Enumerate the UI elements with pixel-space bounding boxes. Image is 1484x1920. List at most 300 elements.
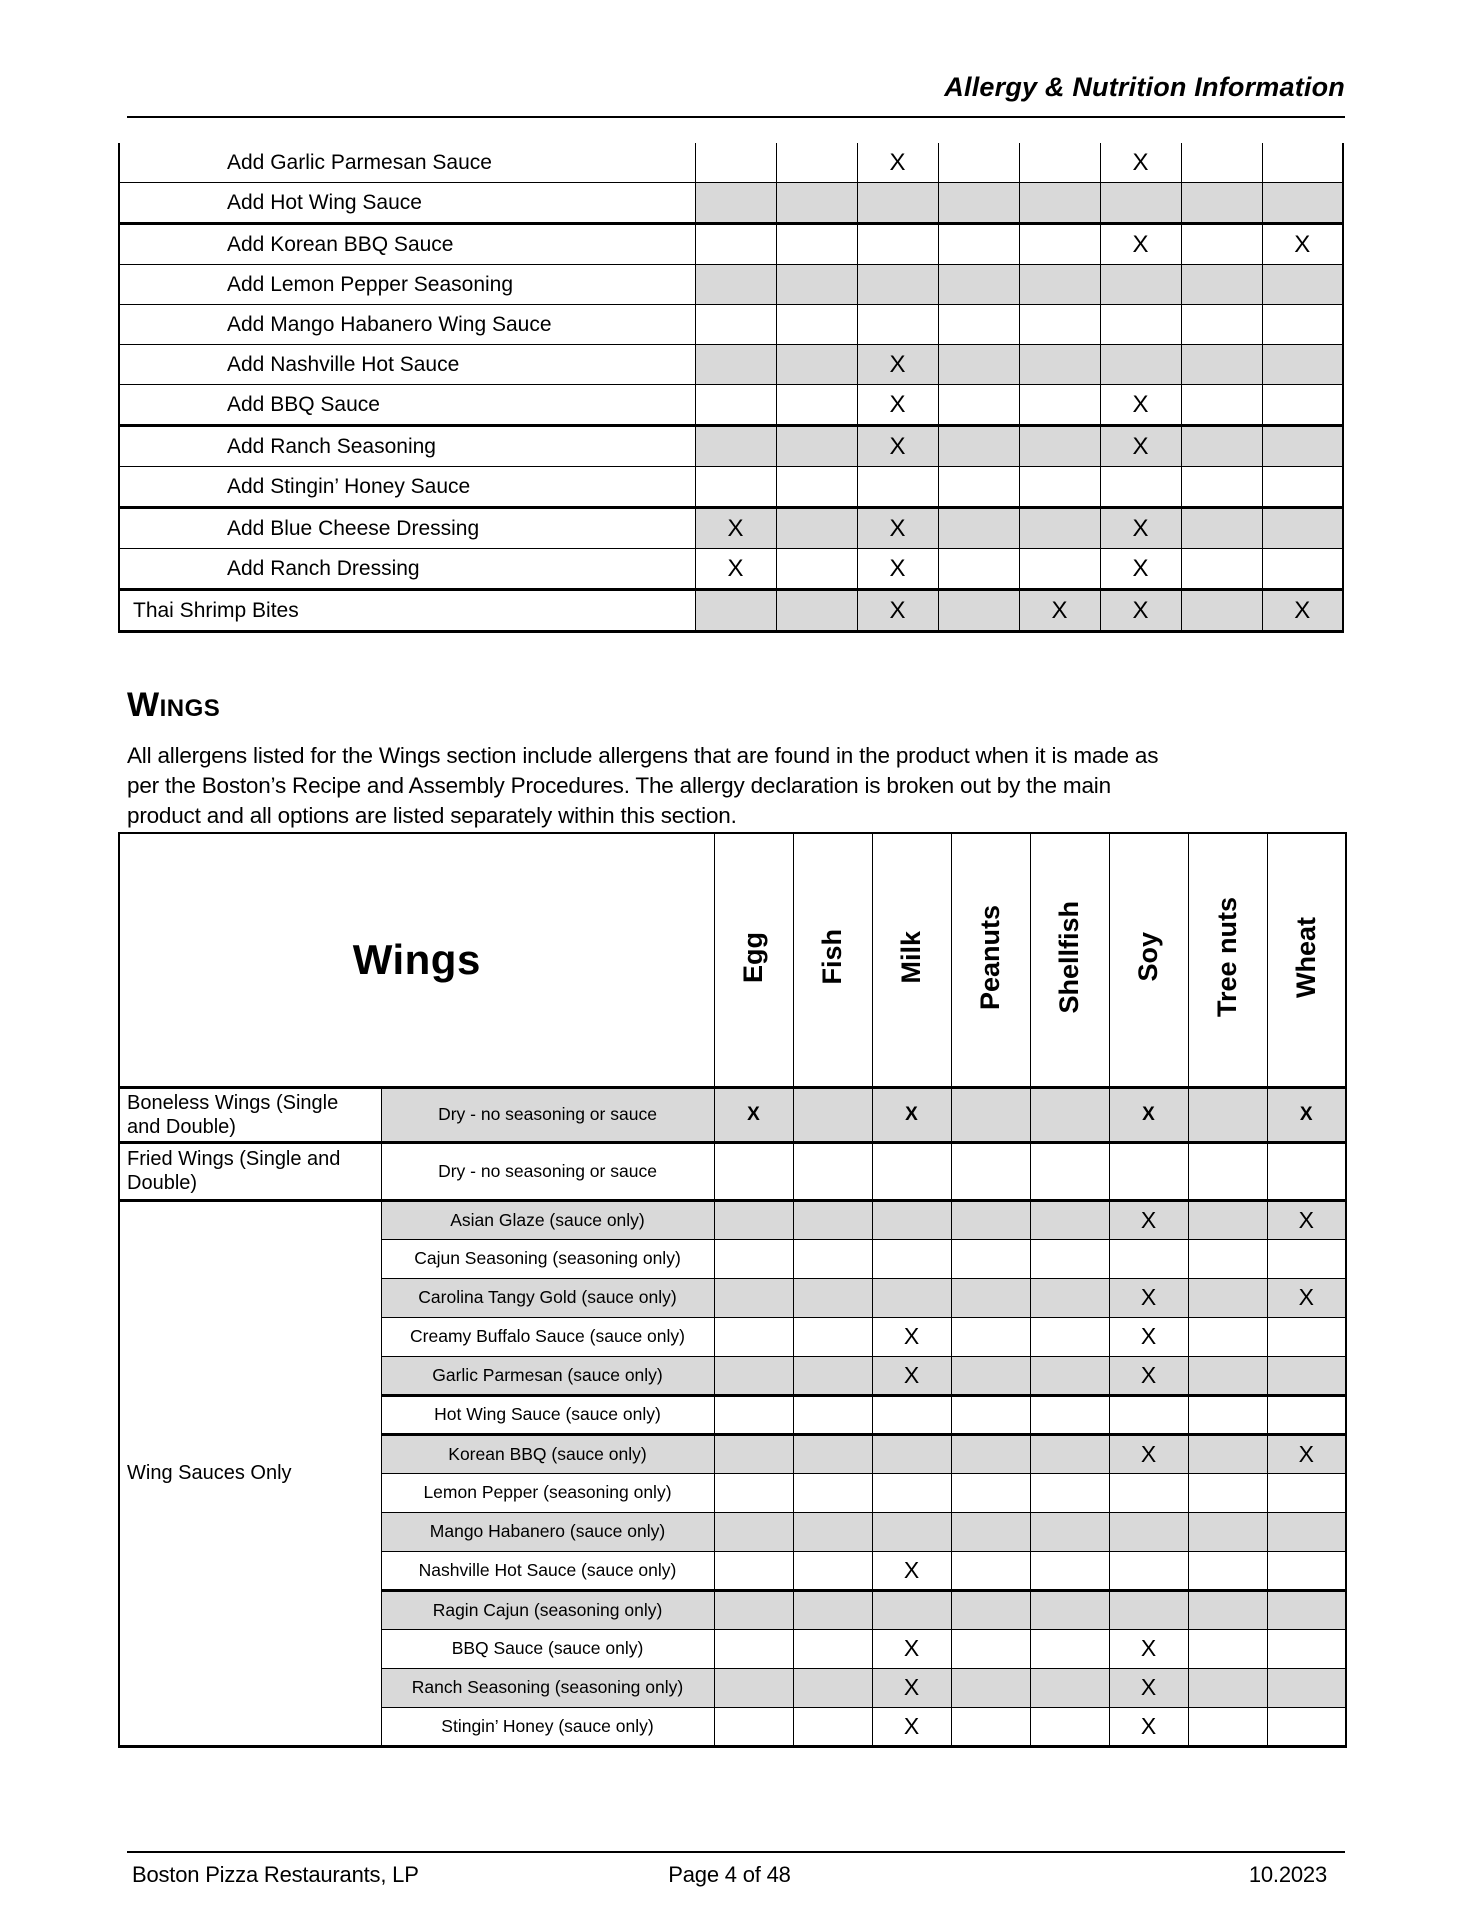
allergen-mark-cell [1109, 1473, 1188, 1512]
item-label-cell: Dry - no seasoning or sauce [381, 1142, 714, 1200]
allergen-mark-cell: X [1262, 590, 1343, 632]
allergen-mark-cell: X [1262, 224, 1343, 265]
allergen-mark-cell [1100, 467, 1181, 508]
allergen-mark-cell [951, 1434, 1030, 1473]
allergen-mark-cell: X [872, 1707, 951, 1746]
allergen-mark-cell [1262, 183, 1343, 224]
allergen-mark-cell [1267, 1356, 1346, 1395]
allergen-mark-cell: X [1267, 1278, 1346, 1317]
allergen-mark-cell [951, 1551, 1030, 1590]
allergen-mark-cell [695, 385, 776, 426]
allergen-mark-cell [793, 1142, 872, 1200]
allergen-mark-cell [776, 426, 857, 467]
allergen-mark-cell [695, 305, 776, 345]
allergen-mark-cell [1109, 1512, 1188, 1551]
allergen-mark-cell: X [872, 1668, 951, 1707]
allergen-mark-cell [1181, 265, 1262, 305]
allergen-mark-cell: X [857, 508, 938, 549]
allergen-mark-cell [1100, 183, 1181, 224]
allergen-mark-cell [1267, 1668, 1346, 1707]
allergen-mark-cell [776, 305, 857, 345]
allergen-mark-cell [793, 1707, 872, 1746]
allergen-mark-cell [793, 1512, 872, 1551]
allergen-mark-cell [793, 1356, 872, 1395]
table-row [119, 549, 1343, 590]
item-label-cell: Stingin’ Honey (sauce only) [381, 1707, 714, 1746]
allergen-mark-cell: X [1109, 1317, 1188, 1356]
allergen-mark-cell [1030, 1668, 1109, 1707]
allergen-mark-cell [695, 143, 776, 183]
allergen-mark-cell [1109, 1551, 1188, 1590]
allergen-mark-cell [793, 1239, 872, 1278]
rotated-column-label: Egg [738, 931, 768, 983]
allergen-mark-cell [1267, 1512, 1346, 1551]
allergen-mark-cell [714, 1356, 793, 1395]
allergen-mark-cell: X [1267, 1434, 1346, 1473]
allergen-mark-cell [793, 1668, 872, 1707]
allergen-mark-cell [951, 1473, 1030, 1512]
page-header-title: Allergy & Nutrition Information [944, 72, 1345, 102]
allergen-mark-cell [951, 1200, 1030, 1239]
allergen-mark-cell [1030, 1434, 1109, 1473]
allergen-mark-cell [951, 1239, 1030, 1278]
allergen-mark-cell: X [1109, 1087, 1188, 1142]
allergen-mark-cell [695, 467, 776, 508]
item-label-cell: Ranch Seasoning (seasoning only) [381, 1668, 714, 1707]
allergen-mark-cell [1100, 345, 1181, 385]
column-header-tree-nuts [1188, 833, 1267, 1087]
allergen-mark-cell [938, 143, 1019, 183]
allergen-mark-cell: X [1109, 1434, 1188, 1473]
item-label-cell: Creamy Buffalo Sauce (sauce only) [381, 1317, 714, 1356]
allergen-mark-cell: X [714, 1087, 793, 1142]
rotated-column-label: Peanuts [975, 904, 1005, 1010]
allergen-mark-cell [714, 1512, 793, 1551]
item-label-cell: Add Ranch Dressing [119, 549, 695, 590]
allergen-mark-cell: X [872, 1551, 951, 1590]
allergen-mark-cell: X [1109, 1707, 1188, 1746]
table-row [119, 265, 1343, 305]
allergen-mark-cell [938, 467, 1019, 508]
allergen-mark-cell [1019, 467, 1100, 508]
item-label-cell: Add Korean BBQ Sauce [119, 224, 695, 265]
allergen-mark-cell [1030, 1473, 1109, 1512]
allergen-mark-cell [1181, 183, 1262, 224]
allergen-mark-cell [1267, 1590, 1346, 1629]
item-label-cell: Add BBQ Sauce [119, 385, 695, 426]
allergen-mark-cell [1030, 1239, 1109, 1278]
allergen-mark-cell [776, 183, 857, 224]
allergen-mark-cell [1019, 143, 1100, 183]
item-label-cell: Add Stingin’ Honey Sauce [119, 467, 695, 508]
allergen-mark-cell [938, 345, 1019, 385]
allergen-mark-cell: X [695, 508, 776, 549]
allergen-mark-cell [1030, 1278, 1109, 1317]
allergen-mark-cell [857, 183, 938, 224]
allergen-mark-cell [695, 183, 776, 224]
allergen-mark-cell [1262, 467, 1343, 508]
rotated-column-label: Tree nuts [1212, 897, 1242, 1018]
allergen-mark-cell [951, 1278, 1030, 1317]
allergen-mark-cell [793, 1087, 872, 1142]
allergen-mark-cell [1262, 549, 1343, 590]
allergen-mark-cell [1262, 345, 1343, 385]
item-label-cell: Lemon Pepper (seasoning only) [381, 1473, 714, 1512]
allergen-mark-cell [1188, 1668, 1267, 1707]
intro-line: per the Boston’s Recipe and Assembly Procedures. The allergy declaration is broken out by the main [127, 773, 1111, 798]
item-label-cell: Ragin Cajun (seasoning only) [381, 1590, 714, 1629]
allergen-mark-cell [793, 1200, 872, 1239]
table-row [119, 426, 1343, 467]
allergen-mark-cell: X [1109, 1356, 1188, 1395]
allergen-mark-cell: X [857, 426, 938, 467]
allergen-mark-cell [1188, 1551, 1267, 1590]
allergen-mark-cell [1188, 1512, 1267, 1551]
allergen-mark-cell [1181, 224, 1262, 265]
allergen-mark-cell [1019, 265, 1100, 305]
allergen-mark-cell [1267, 1707, 1346, 1746]
allergen-mark-cell [872, 1473, 951, 1512]
group-label-cell: Wing Sauces Only [119, 1200, 381, 1746]
allergen-mark-cell [1188, 1239, 1267, 1278]
allergen-mark-cell [1181, 143, 1262, 183]
table-row [119, 1200, 1346, 1239]
allergen-mark-cell [1019, 305, 1100, 345]
allergen-mark-cell [1262, 143, 1343, 183]
allergen-mark-cell [793, 1551, 872, 1590]
allergen-mark-cell [938, 426, 1019, 467]
header-rule [127, 116, 1345, 118]
allergen-mark-cell [951, 1668, 1030, 1707]
allergen-mark-cell [1262, 385, 1343, 426]
allergen-mark-cell [793, 1629, 872, 1668]
group-label-cell: Fried Wings (Single and Double) [119, 1142, 381, 1200]
allergen-mark-cell: X [857, 590, 938, 632]
allergen-mark-cell [1109, 1395, 1188, 1434]
footer-rule [127, 1851, 1345, 1853]
allergen-mark-cell [872, 1434, 951, 1473]
allergen-mark-cell [1262, 305, 1343, 345]
allergen-mark-cell [1188, 1356, 1267, 1395]
allergen-mark-cell [1188, 1317, 1267, 1356]
item-label-cell: Dry - no seasoning or sauce [381, 1087, 714, 1142]
table-row [119, 224, 1343, 265]
column-header-fish [793, 833, 872, 1087]
rotated-column-label: Shellfish [1054, 900, 1084, 1014]
wings-allergen-table [118, 832, 1347, 1748]
allergen-mark-cell: X [1109, 1629, 1188, 1668]
allergen-mark-cell [793, 1590, 872, 1629]
allergen-mark-cell [872, 1278, 951, 1317]
allergen-mark-cell [1267, 1629, 1346, 1668]
allergen-mark-cell: X [872, 1629, 951, 1668]
allergen-mark-cell [1019, 508, 1100, 549]
table-row [119, 345, 1343, 385]
column-header-shellfish [1030, 833, 1109, 1087]
allergen-mark-cell [1030, 1629, 1109, 1668]
allergen-mark-cell [776, 385, 857, 426]
item-label-cell: Mango Habanero (sauce only) [381, 1512, 714, 1551]
allergen-mark-cell [951, 1629, 1030, 1668]
allergen-mark-cell [793, 1473, 872, 1512]
item-label-cell: Add Mango Habanero Wing Sauce [119, 305, 695, 345]
allergen-mark-cell [793, 1278, 872, 1317]
allergen-mark-cell [1262, 426, 1343, 467]
allergen-mark-cell [1030, 1590, 1109, 1629]
allergen-mark-cell [951, 1317, 1030, 1356]
allergen-mark-cell [1267, 1473, 1346, 1512]
page-footer [127, 1862, 1345, 1888]
allergen-mark-cell [714, 1395, 793, 1434]
section-heading: Wings [127, 686, 221, 724]
allergen-mark-cell [857, 467, 938, 508]
allergen-mark-cell [1100, 305, 1181, 345]
allergen-mark-cell [714, 1590, 793, 1629]
allergen-mark-cell [695, 426, 776, 467]
item-label-cell: Garlic Parmesan (sauce only) [381, 1356, 714, 1395]
table-row [119, 508, 1343, 549]
table-row [119, 1087, 1346, 1142]
table-row [119, 183, 1343, 224]
continuation-allergen-table [118, 143, 1344, 633]
allergen-mark-cell [776, 467, 857, 508]
item-label-cell: Cajun Seasoning (seasoning only) [381, 1239, 714, 1278]
allergen-mark-cell [1030, 1142, 1109, 1200]
allergen-mark-cell [938, 305, 1019, 345]
allergen-mark-cell [776, 345, 857, 385]
allergen-mark-cell [1262, 508, 1343, 549]
rotated-column-label: Wheat [1290, 916, 1321, 998]
allergen-mark-cell: X [1109, 1200, 1188, 1239]
allergen-mark-cell [1181, 590, 1262, 632]
allergen-mark-cell [714, 1707, 793, 1746]
allergen-mark-cell [1188, 1629, 1267, 1668]
table-row [119, 385, 1343, 426]
allergen-mark-cell: X [1100, 426, 1181, 467]
allergen-mark-cell: X [857, 345, 938, 385]
column-header-egg [714, 833, 793, 1087]
allergen-mark-cell [938, 265, 1019, 305]
allergen-mark-cell [951, 1142, 1030, 1200]
allergen-mark-cell [714, 1317, 793, 1356]
allergen-mark-cell [714, 1239, 793, 1278]
allergen-mark-cell [695, 345, 776, 385]
allergen-mark-cell [714, 1473, 793, 1512]
allergen-mark-cell [1181, 305, 1262, 345]
table-row [119, 305, 1343, 345]
allergen-mark-cell: X [1267, 1087, 1346, 1142]
item-label-cell: BBQ Sauce (sauce only) [381, 1629, 714, 1668]
column-header-milk [872, 833, 951, 1087]
item-label-cell: Carolina Tangy Gold (sauce only) [381, 1278, 714, 1317]
allergen-mark-cell [714, 1200, 793, 1239]
group-label-cell: Boneless Wings (Single and Double) [119, 1087, 381, 1142]
allergen-mark-cell [776, 590, 857, 632]
table-row [119, 590, 1343, 632]
allergen-mark-cell [872, 1395, 951, 1434]
allergen-mark-cell [1262, 265, 1343, 305]
allergen-mark-cell: X [872, 1087, 951, 1142]
allergen-mark-cell [872, 1142, 951, 1200]
allergen-mark-cell: X [695, 549, 776, 590]
allergen-mark-cell [938, 224, 1019, 265]
allergen-mark-cell [938, 590, 1019, 632]
allergen-mark-cell [1019, 385, 1100, 426]
table-row [119, 143, 1343, 183]
allergen-mark-cell [1188, 1278, 1267, 1317]
allergen-mark-cell: X [1109, 1278, 1188, 1317]
intro-line: All allergens listed for the Wings section include allergens that are found in the product when it is made as [127, 743, 1159, 768]
footer-date: 10.2023 [1248, 1862, 1327, 1887]
column-header-peanuts [951, 833, 1030, 1087]
allergen-mark-cell [1181, 467, 1262, 508]
allergen-mark-cell [951, 1087, 1030, 1142]
allergen-mark-cell [857, 265, 938, 305]
allergen-mark-cell [872, 1512, 951, 1551]
allergen-mark-cell [1181, 426, 1262, 467]
allergen-mark-cell [1188, 1142, 1267, 1200]
rotated-column-label: Milk [896, 930, 926, 984]
allergen-mark-cell [938, 183, 1019, 224]
allergen-mark-cell [1188, 1087, 1267, 1142]
allergen-mark-cell [1030, 1087, 1109, 1142]
allergen-mark-cell: X [1100, 549, 1181, 590]
allergen-mark-cell [1030, 1707, 1109, 1746]
allergen-mark-cell [938, 385, 1019, 426]
allergen-mark-cell [1188, 1395, 1267, 1434]
allergen-mark-cell [1109, 1239, 1188, 1278]
allergen-mark-cell [714, 1434, 793, 1473]
allergen-mark-cell [1030, 1200, 1109, 1239]
allergen-mark-cell [1188, 1434, 1267, 1473]
allergen-mark-cell [1100, 265, 1181, 305]
allergen-mark-cell: X [1100, 143, 1181, 183]
allergen-mark-cell [1188, 1590, 1267, 1629]
allergen-mark-cell [872, 1200, 951, 1239]
allergen-mark-cell: X [1019, 590, 1100, 632]
allergen-mark-cell [1019, 183, 1100, 224]
allergen-mark-cell [714, 1668, 793, 1707]
allergen-mark-cell [938, 508, 1019, 549]
item-label-cell: Add Hot Wing Sauce [119, 183, 695, 224]
allergen-mark-cell: X [1109, 1668, 1188, 1707]
allergen-mark-cell [793, 1395, 872, 1434]
allergen-mark-cell [1267, 1395, 1346, 1434]
allergen-mark-cell: X [1100, 508, 1181, 549]
footer-page-number: Page 4 of 48 [668, 1862, 791, 1887]
item-label-cell: Add Lemon Pepper Seasoning [119, 265, 695, 305]
allergen-mark-cell [714, 1629, 793, 1668]
allergen-mark-cell [1188, 1473, 1267, 1512]
allergen-mark-cell: X [872, 1356, 951, 1395]
allergen-mark-cell [714, 1278, 793, 1317]
rotated-column-label: Fish [817, 929, 847, 985]
allergen-mark-cell [1188, 1200, 1267, 1239]
allergen-mark-cell [857, 305, 938, 345]
allergen-mark-cell [1181, 345, 1262, 385]
allergen-mark-cell [1267, 1551, 1346, 1590]
allergen-mark-cell [793, 1434, 872, 1473]
allergen-mark-cell [1019, 345, 1100, 385]
rotated-column-label: Soy [1133, 932, 1163, 983]
allergen-mark-cell [776, 143, 857, 183]
allergen-mark-cell: X [857, 385, 938, 426]
item-label-cell: Add Garlic Parmesan Sauce [119, 143, 695, 183]
allergen-mark-cell [695, 224, 776, 265]
table-row [119, 1142, 1346, 1200]
allergen-mark-cell: X [857, 549, 938, 590]
allergen-mark-cell [1109, 1142, 1188, 1200]
allergen-mark-cell: X [1100, 590, 1181, 632]
allergen-mark-cell [951, 1707, 1030, 1746]
allergen-mark-cell [695, 590, 776, 632]
allergen-mark-cell [1267, 1317, 1346, 1356]
footer-company: Boston Pizza Restaurants, LP [132, 1862, 419, 1887]
item-label-cell: Add Nashville Hot Sauce [119, 345, 695, 385]
allergen-mark-cell [1030, 1551, 1109, 1590]
allergen-mark-cell [1030, 1395, 1109, 1434]
allergen-mark-cell [714, 1551, 793, 1590]
allergen-mark-cell [1019, 549, 1100, 590]
allergen-mark-cell [951, 1590, 1030, 1629]
item-label-cell: Korean BBQ (sauce only) [381, 1434, 714, 1473]
allergen-mark-cell [1030, 1317, 1109, 1356]
allergen-mark-cell [951, 1512, 1030, 1551]
allergen-mark-cell [793, 1317, 872, 1356]
allergen-mark-cell [1019, 426, 1100, 467]
allergen-mark-cell [695, 265, 776, 305]
allergen-mark-cell [1181, 385, 1262, 426]
allergen-mark-cell [714, 1142, 793, 1200]
wings-header-row [119, 833, 1346, 1087]
allergen-mark-cell: X [1267, 1200, 1346, 1239]
allergen-mark-cell: X [857, 143, 938, 183]
allergen-mark-cell [1030, 1512, 1109, 1551]
allergen-mark-cell [776, 224, 857, 265]
section-intro [127, 741, 1158, 831]
allergen-mark-cell [1188, 1707, 1267, 1746]
allergen-mark-cell [776, 508, 857, 549]
allergen-mark-cell [776, 265, 857, 305]
allergen-mark-cell [872, 1590, 951, 1629]
table-row [119, 467, 1343, 508]
allergen-mark-cell [1109, 1590, 1188, 1629]
allergen-mark-cell [1267, 1142, 1346, 1200]
allergen-mark-cell [857, 224, 938, 265]
allergen-mark-cell [1181, 549, 1262, 590]
item-label-cell: Asian Glaze (sauce only) [381, 1200, 714, 1239]
column-header-soy [1109, 833, 1188, 1087]
item-label-cell: Hot Wing Sauce (sauce only) [381, 1395, 714, 1434]
allergen-mark-cell [1181, 508, 1262, 549]
allergen-mark-cell [951, 1356, 1030, 1395]
wings-table-title: Wings [119, 833, 714, 1087]
allergen-mark-cell: X [872, 1317, 951, 1356]
allergen-mark-cell [1019, 224, 1100, 265]
item-label-cell: Nashville Hot Sauce (sauce only) [381, 1551, 714, 1590]
item-label-cell: Add Ranch Seasoning [119, 426, 695, 467]
allergen-mark-cell [938, 549, 1019, 590]
intro-line: product and all options are listed separately within this section. [127, 803, 737, 828]
allergen-mark-cell [1030, 1356, 1109, 1395]
column-header-wheat [1267, 833, 1346, 1087]
allergen-mark-cell [776, 549, 857, 590]
allergen-mark-cell [951, 1395, 1030, 1434]
allergen-mark-cell: X [1100, 385, 1181, 426]
item-label-cell: Thai Shrimp Bites [119, 590, 695, 632]
allergen-mark-cell [1267, 1239, 1346, 1278]
allergen-mark-cell [872, 1239, 951, 1278]
